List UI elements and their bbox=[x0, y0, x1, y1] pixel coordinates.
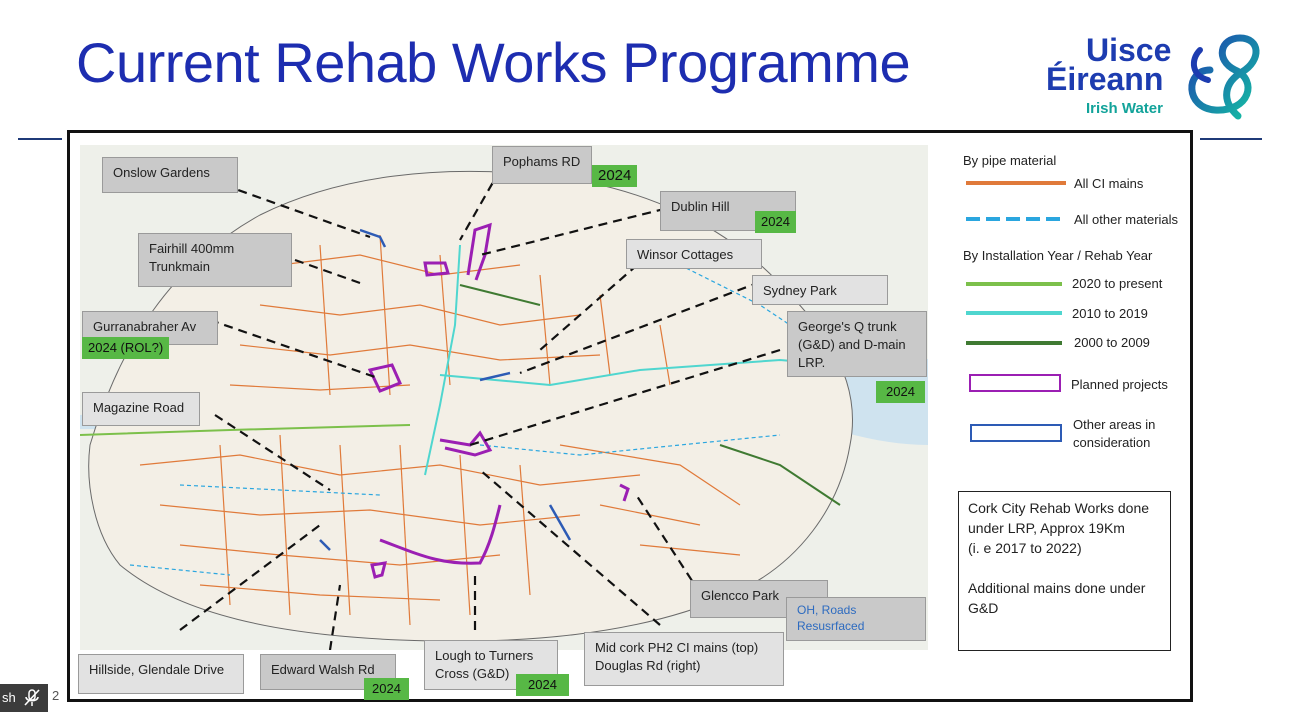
legend-2020: 2020 to present bbox=[1072, 276, 1163, 291]
label-mid-cork-line1: Mid cork PH2 CI mains (top) bbox=[595, 640, 759, 655]
summary-line5: G&D bbox=[968, 600, 999, 616]
label-gurranabraher-av: Gurranabraher Av bbox=[82, 311, 218, 345]
logo-line2: Éireann bbox=[1046, 61, 1164, 97]
legend-2010: 2010 to 2019 bbox=[1072, 306, 1148, 321]
label-winsor-cottages: Winsor Cottages bbox=[626, 239, 762, 269]
label-oh-roads bbox=[786, 597, 926, 641]
legend-heading-year: By Installation Year / Rehab Year bbox=[963, 248, 1153, 263]
label-fairhill bbox=[138, 233, 292, 287]
label-mid-cork bbox=[584, 632, 784, 686]
summary-spacer bbox=[968, 558, 1161, 578]
header-rule-right bbox=[1200, 138, 1262, 140]
legend-other-materials: All other materials bbox=[1074, 212, 1179, 227]
label-oh-roads-line2: Resusrfaced bbox=[797, 619, 865, 633]
legend-swatch-consideration bbox=[970, 424, 1062, 442]
logo-swirl-icon bbox=[1180, 30, 1266, 122]
legend-planned: Planned projects bbox=[1071, 377, 1168, 392]
label-georges-line3: LRP. bbox=[798, 355, 826, 370]
meeting-status-bar[interactable] bbox=[0, 684, 48, 712]
map-graphic bbox=[80, 145, 928, 650]
legend-other-areas-1: Other areas in bbox=[1073, 417, 1156, 432]
label-edward-walsh-rd: Edward Walsh Rd bbox=[260, 654, 396, 690]
label-onslow-gardens: Onslow Gardens bbox=[102, 157, 238, 193]
label-magazine-road: Magazine Road bbox=[82, 392, 200, 426]
legend-heading-material: By pipe material bbox=[963, 153, 1057, 168]
legend-2000: 2000 to 2009 bbox=[1074, 335, 1150, 350]
summary-line1: Cork City Rehab Works done bbox=[968, 500, 1150, 516]
label-hillside-glendale: Hillside, Glendale Drive bbox=[78, 654, 244, 694]
badge-dublin-hill-year: 2024 bbox=[755, 211, 796, 233]
summary-box bbox=[958, 491, 1171, 651]
slide-title: Current Rehab Works Programme bbox=[76, 31, 911, 94]
label-lough-line1: Lough to Turners bbox=[435, 648, 534, 663]
badge-georges-year: 2024 bbox=[876, 381, 925, 403]
legend-swatch-2000 bbox=[966, 341, 1062, 345]
uisce-eireann-logo bbox=[1040, 30, 1270, 122]
legend-other-areas-2: consideration bbox=[1073, 435, 1151, 450]
legend-swatch-2020 bbox=[966, 282, 1062, 286]
status-label: sh bbox=[2, 690, 16, 705]
label-fairhill-line2: Trunkmain bbox=[149, 259, 210, 274]
badge-pophams-year: 2024 bbox=[592, 165, 637, 187]
label-mid-cork-line2: Douglas Rd (right) bbox=[595, 658, 701, 673]
header-rule-left bbox=[18, 138, 62, 140]
label-glencco-park: Glencco Park bbox=[690, 580, 828, 618]
label-fairhill-line1: Fairhill 400mm bbox=[149, 241, 235, 256]
label-oh-roads-line1: OH, Roads bbox=[797, 603, 857, 617]
label-pophams-rd: Pophams RD bbox=[492, 146, 592, 184]
legend-swatch-2010 bbox=[966, 311, 1062, 315]
logo-line3: Irish Water bbox=[1086, 100, 1163, 117]
label-georges-quay bbox=[787, 311, 927, 377]
legend-ci-mains: All CI mains bbox=[1074, 176, 1144, 191]
label-lough-line2: Cross (G&D) bbox=[435, 666, 510, 681]
badge-gurranabraher-year: 2024 (ROL?) bbox=[82, 337, 169, 359]
cork-pipe-map bbox=[80, 145, 928, 650]
legend-swatch-other bbox=[966, 217, 1066, 221]
summary-line4: Additional mains done under bbox=[968, 580, 1146, 596]
legend-swatch-planned bbox=[969, 374, 1061, 392]
label-sydney-park: Sydney Park bbox=[752, 275, 888, 305]
summary-line3: (i. e 2017 to 2022) bbox=[968, 540, 1082, 556]
label-georges-line1: George's Q trunk bbox=[798, 319, 897, 334]
badge-edward-year: 2024 bbox=[364, 678, 409, 700]
summary-line2: under LRP, Approx 19Km bbox=[968, 520, 1125, 536]
badge-lough-year: 2024 bbox=[516, 674, 569, 696]
label-georges-line2: (G&D) and D-main bbox=[798, 337, 906, 352]
logo-line1: Uisce bbox=[1086, 32, 1172, 68]
legend-swatch-ci bbox=[966, 181, 1066, 185]
mic-muted-icon[interactable] bbox=[24, 689, 40, 707]
label-dublin-hill: Dublin Hill bbox=[660, 191, 796, 231]
page-number: 2 bbox=[52, 688, 60, 703]
